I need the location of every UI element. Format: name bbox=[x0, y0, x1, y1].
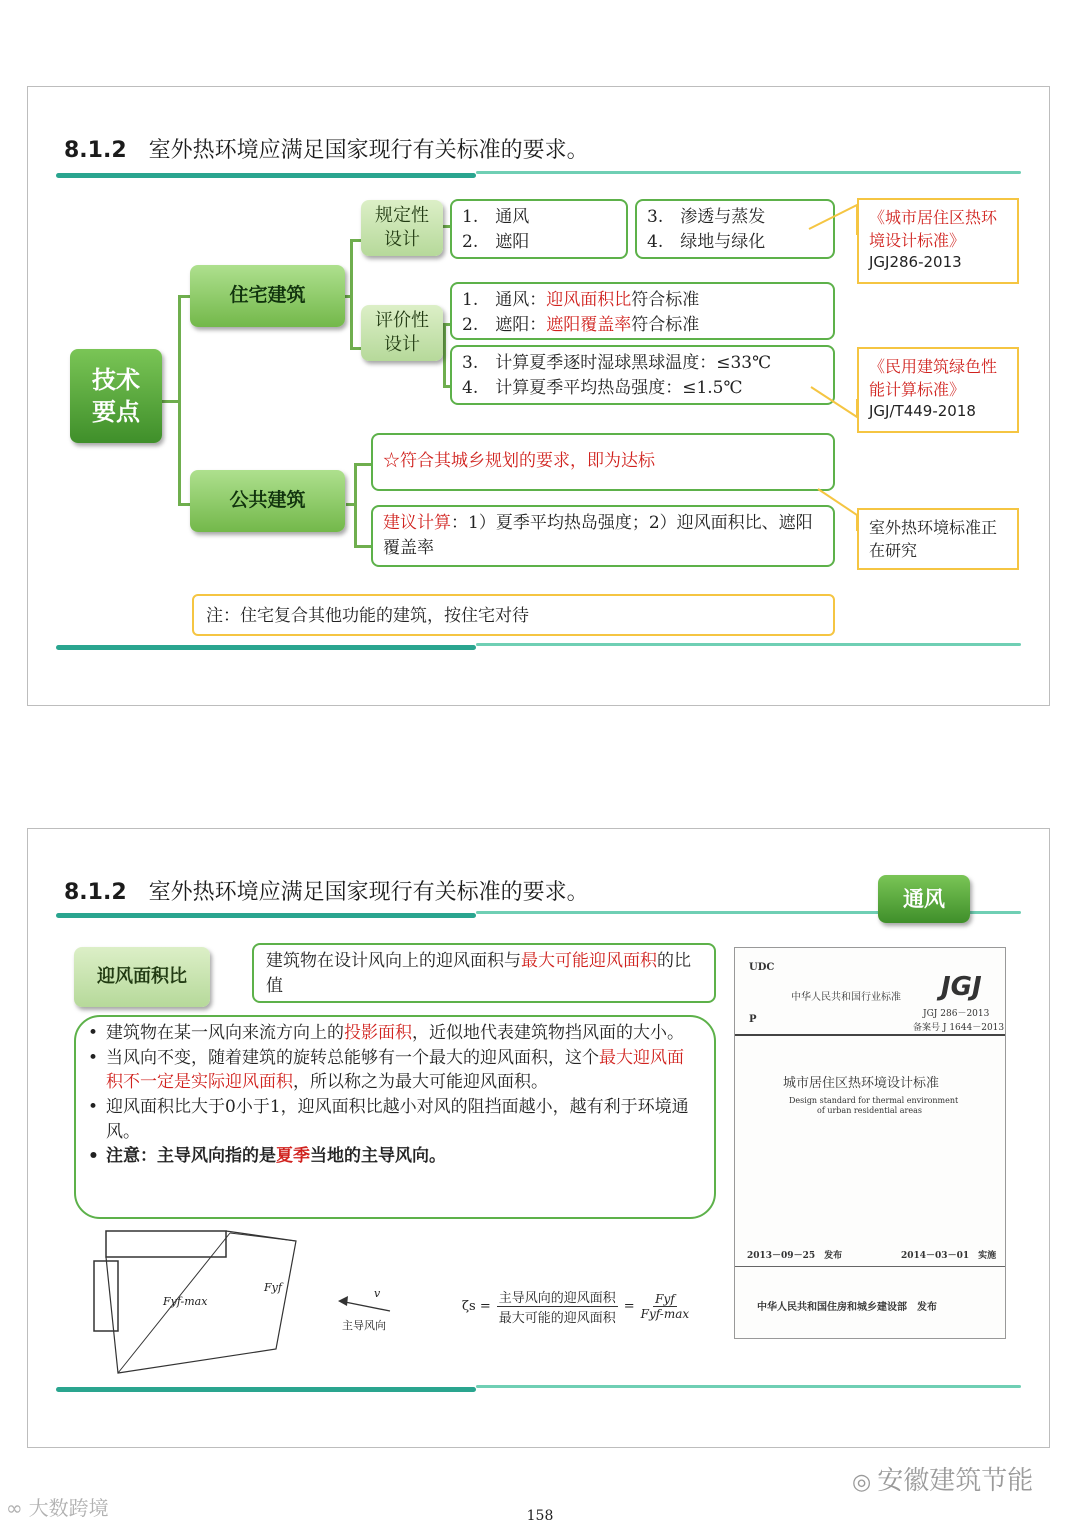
public-node: 公共建筑 bbox=[190, 470, 345, 532]
connector bbox=[178, 295, 190, 298]
footer-rule-right bbox=[476, 1385, 1021, 1388]
bullet-1: • 建筑物在某一风向来流方向上的投影面积，近似地代表建筑物挡风面的大小。 bbox=[88, 1023, 684, 1043]
standard-callout-1: 《城市居住区热环境设计标准》 JGJ286-2013 bbox=[857, 198, 1019, 284]
heading-rule-right bbox=[476, 171, 1021, 174]
jgj-logo: JGJ bbox=[941, 972, 982, 1002]
connector bbox=[178, 503, 190, 506]
standard-callout-3: 室外热环境标准正在研究 bbox=[857, 508, 1019, 570]
bullet-4: • 注意：主导风向指的是夏季当地的主导风向。 bbox=[88, 1146, 446, 1167]
page-number: 158 bbox=[526, 1508, 554, 1524]
evaluative-box-a: 1. 通风：迎风面积比符合标准 2. 遮阳：遮阳覆盖率符合标准 bbox=[450, 282, 835, 340]
connector bbox=[354, 463, 357, 547]
label-wind-direction: 主导风向 bbox=[342, 1319, 386, 1332]
evaluative-box-b: 3. 计算夏季逐时湿球黑球温度：≤33℃ 4. 计算夏季平均热岛强度：≤1.5℃ bbox=[450, 345, 835, 405]
logo-icon: ∞ bbox=[6, 1496, 23, 1520]
heading-rule-left bbox=[56, 913, 476, 918]
footer-rule-right bbox=[476, 643, 1021, 646]
ventilation-tag: 通风 bbox=[878, 875, 970, 923]
root-node: 技术 要点 bbox=[70, 349, 162, 443]
slide-2 bbox=[27, 828, 1050, 1448]
label-velocity: v bbox=[374, 1287, 381, 1300]
connector bbox=[354, 545, 372, 548]
footer-rule-left bbox=[56, 1387, 476, 1392]
prescriptive-box-a: 1. 通风 2. 遮阳 bbox=[450, 199, 628, 259]
connector bbox=[350, 239, 353, 349]
footer-rule-left bbox=[56, 645, 476, 650]
watermark-right: ◎ 安徽建筑节能 bbox=[852, 1466, 1034, 1496]
note-box: 注：住宅复合其他功能的建筑，按住宅对待 bbox=[192, 594, 835, 636]
bullet-3: • 迎风面积比大于0小于1，迎风面积比越小对风的阻挡面越小，越有利于环境通风。 bbox=[88, 1096, 689, 1142]
watermark-left: ∞ 大数跨境 bbox=[6, 1496, 109, 1520]
connector bbox=[178, 295, 181, 505]
explanation-box bbox=[74, 1015, 716, 1219]
connector bbox=[354, 463, 372, 466]
public-box-b: 建议计算：1）夏季平均热岛强度；2）迎风面积比、遮阳覆盖率 bbox=[371, 505, 835, 567]
slide1-heading: 8.1.2 室外热环境应满足国家现行有关标准的要求。 bbox=[64, 138, 589, 163]
public-box-a: ☆符合其城乡规划的要求，即为达标 bbox=[371, 433, 835, 491]
connector bbox=[443, 323, 446, 387]
label-f: Fyf bbox=[264, 1281, 282, 1294]
standard-cover: UDC 中华人民共和国行业标准 JGJ P JGJ 286－2013 备案号 J 1644－2013 城市居住区热环境设计标准 Design standard for thermal environment of urban residential areas 2013－09－25 发布 2014－03－01 实施 中华人民共和国住房和城乡建设部 发布 bbox=[734, 947, 1006, 1339]
label-f-max: Fyf-max bbox=[163, 1295, 208, 1308]
wechat-icon: ◎ bbox=[852, 1470, 872, 1495]
term-label: 迎风面积比 bbox=[74, 947, 210, 1007]
standard-callout-2: 《民用建筑绿色性能计算标准》 JGJ/T449-2018 bbox=[857, 347, 1019, 433]
prescriptive-node: 规定性 设计 bbox=[361, 200, 443, 256]
definition-box: 建筑物在设计风向上的迎风面积与最大可能迎风面积的比值 bbox=[252, 943, 716, 1003]
connector bbox=[161, 400, 179, 403]
slide2-heading: 8.1.2 室外热环境应满足国家现行有关标准的要求。 bbox=[64, 880, 589, 905]
residential-node: 住宅建筑 bbox=[190, 265, 345, 327]
heading-rule-left bbox=[56, 173, 476, 178]
prescriptive-box-b: 3. 渗透与蒸发 4. 绿地与绿化 bbox=[635, 199, 835, 259]
formula: ζs = 主导风向的迎风面积 最大可能的迎风面积 = Fyf Fyf-max bbox=[462, 1287, 689, 1326]
bullet-2: • 当风向不变，随着建筑的旋转总能够有一个最大的迎风面积，这个最大迎风面积不一定是实际迎风面积，所以称之为最大可能迎风面积。 bbox=[88, 1047, 684, 1093]
slide-1 bbox=[27, 86, 1050, 706]
evaluative-node: 评价性 设计 bbox=[361, 305, 443, 361]
